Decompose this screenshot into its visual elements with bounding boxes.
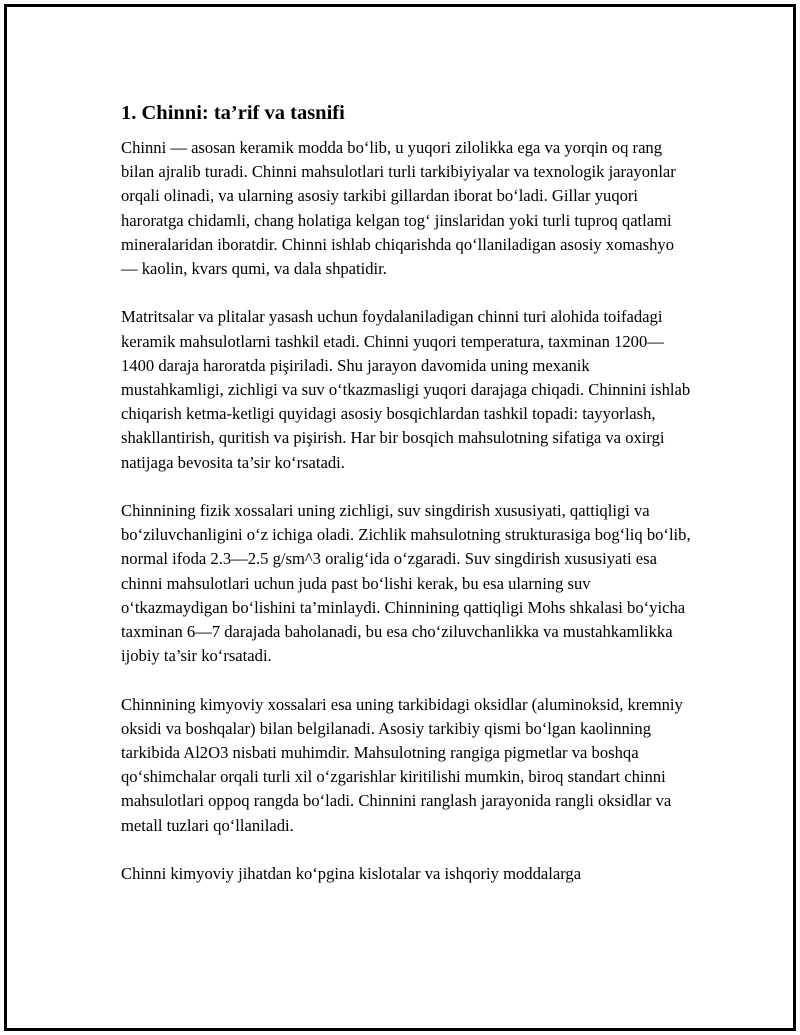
page-content [121, 99, 691, 886]
paragraph-chemical-resistance: Chinni kimyoviy jihatdan ko‘pgina kislotalar va ishqoriy moddalarga [121, 864, 582, 884]
section-heading: 1. Chinni: ta’rif va tasnifi [121, 102, 345, 124]
paragraph-chemical-properties: Chinnining kimyoviy xossalari esa uning tarkibidagi oksidlar (aluminoksid, kremniy oksidi va boshqalar) bilan belgilanadi. Asosiy tarkibiy qismi bo‘lgan kaolinning tarkibida Al2O3 nisbati muhimdir. Mahsulotning rangiga pigmetlar va boshqa qo‘shimchalar orqali turli xil o‘zgarishlar kiritilishi mumkin, biroq standart chinni mahsulotlari oppoq rangda bo‘ladi. Chinnini ranglash jarayonida rangli oksidlar va metall tuzlari qo‘llaniladi. [121, 694, 683, 835]
paragraph-physical-properties: Chinnining fizik xossalari uning zichligi, suv singdirish xususiyati, qattiqligi va bo‘ziluvchanligini o‘z ichiga oladi. Zichlik mahsulotning strukturasiga bog‘liq bo‘lib, normal ifoda 2.3—2.5 g/sm^3 oralig‘ida o‘zgaradi. Suv singdirish xususiyati esa chinni mahsulotlari uchun juda past bo‘lishi kerak, bu esa ularning suv o‘tkazmaydigan bo‘lishini ta’minlaydi. Chinnining qattiqligi Mohs shkalasi bo‘yicha taxminan 6—7 darajada baholanadi, bu esa cho‘ziluvchanlikka va mustahkamlikka ijobiy ta’sir ko‘rsatadi. [121, 501, 691, 666]
page-frame [4, 4, 796, 1031]
paragraph-definition: Chinni — asosan keramik modda bo‘lib, u yuqori zilolikka ega va yorqin oq rang bilan ajralib turadi. Chinni mahsulotlari turli tarkibiyiyalar va texnologik jarayonlar orqali olinadi, va ularning asosiy tarkibi gillardan iborat bo‘ladi. Gillar yuqori haroratga chidamli, chang holatiga kelgan tog‘ jinslaridan yoki turli tuproq qatlami mineralaridan iboratdir. Chinni ishlab chiqarishda qo‘llaniladigan asosiy xomashyo — kaolin, kvars qumi, va dala shpatidir. [121, 138, 676, 279]
paragraph-production: Matritsalar va plitalar yasash uchun foydalaniladigan chinni turi alohida toifadagi keramik mahsulotlarni tashkil etadi. Chinni yuqori temperatura, taxminan 1200—1400 daraja haroratda pişiriladi. Shu jarayon davomida uning mexanik mustahkamligi, zichligi va suv o‘tkazmasligi yuqori darajaga chiqadi. Chinnini ishlab chiqarish ketma-ketligi quyidagi asosiy bosqichlardan tashkil topadi: tayyorlash, shakllantirish, quritish va pişirish. Har bir bosqich mahsulotning sifatiga va oxirgi natijaga bevosita ta’sir ko‘rsatadi. [121, 307, 691, 472]
